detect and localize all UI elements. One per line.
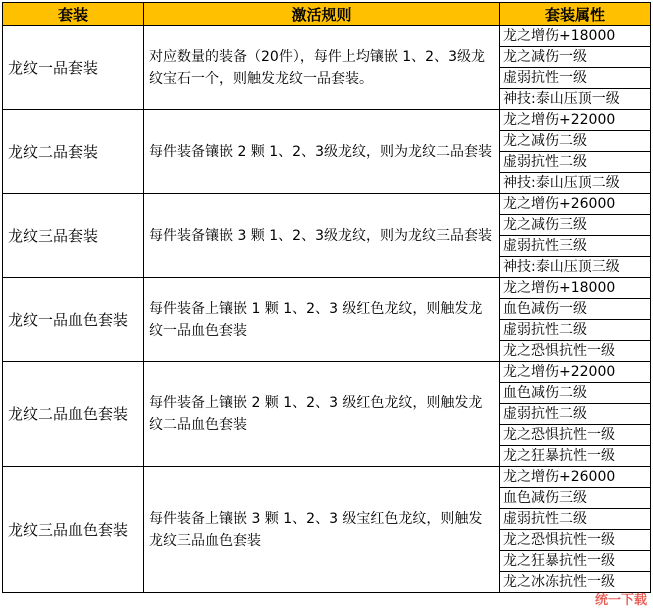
attr-cell: 龙之减伤三级 [500, 215, 651, 236]
attr-cell: 虚弱抗性二级 [500, 320, 651, 341]
attr-cell: 龙之增伤+22000 [500, 110, 651, 131]
table-row [3, 194, 651, 215]
attr-cell: 虚弱抗性二级 [500, 404, 651, 425]
set-bonus-table [2, 2, 651, 593]
table-row [3, 110, 651, 131]
attr-cell: 龙之增伤+18000 [500, 26, 651, 47]
attr-cell: 虚弱抗性二级 [500, 152, 651, 173]
set-name-cell: 龙纹二品套装 [3, 110, 144, 194]
site-watermark: 统一下载 [594, 593, 647, 608]
rule-cell: 每件装备镶嵌 3 颗 1、2、3级龙纹，则为龙纹三品套装 [144, 194, 500, 278]
attr-cell: 虚弱抗性三级 [500, 236, 651, 257]
set-name-cell: 龙纹二品血色套装 [3, 362, 144, 467]
attr-cell: 神技:泰山压顶二级 [500, 173, 651, 194]
table-row [3, 362, 651, 383]
header-attr: 套装属性 [500, 3, 651, 26]
rule-cell: 每件装备上镶嵌 1 颗 1、2、3 级红色龙纹，则触发龙纹一品血色套装 [144, 278, 500, 362]
attr-cell: 神技:泰山压顶一级 [500, 89, 651, 110]
attr-cell: 虚弱抗性二级 [500, 509, 651, 530]
header-rule: 激活规则 [144, 3, 500, 26]
attr-cell: 龙之减伤一级 [500, 47, 651, 68]
attr-cell: 血色减伤三级 [500, 488, 651, 509]
rule-cell: 每件装备上镶嵌 3 颗 1、2、3 级宝红色龙纹，则触发龙纹三品血色套装 [144, 467, 500, 593]
attr-cell: 血色减伤二级 [500, 383, 651, 404]
attr-cell: 龙之增伤+26000 [500, 194, 651, 215]
rule-cell: 每件装备上镶嵌 2 颗 1、2、3 级红色龙纹，则触发龙纹二品血色套装 [144, 362, 500, 467]
attr-cell: 龙之恐惧抗性一级 [500, 341, 651, 362]
table-row [3, 278, 651, 299]
set-name-cell: 龙纹三品血色套装 [3, 467, 144, 593]
set-name-cell: 龙纹三品套装 [3, 194, 144, 278]
attr-cell: 血色减伤一级 [500, 299, 651, 320]
attr-cell: 龙之冰冻抗性一级 [500, 572, 651, 593]
attr-cell: 龙之增伤+18000 [500, 278, 651, 299]
table-row [3, 467, 651, 488]
attr-cell: 龙之增伤+22000 [500, 362, 651, 383]
attr-cell: 神技:泰山压顶三级 [500, 257, 651, 278]
rule-cell: 对应数量的装备（20件），每件上均镶嵌 1、2、3级龙纹宝石一个，则触发龙纹一品套装。 [144, 26, 500, 110]
set-name-cell: 龙纹一品套装 [3, 26, 144, 110]
attr-cell: 龙之恐惧抗性一级 [500, 530, 651, 551]
table-header-row [3, 3, 651, 26]
attr-cell: 龙之减伤二级 [500, 131, 651, 152]
attr-cell: 虚弱抗性一级 [500, 68, 651, 89]
table-row [3, 26, 651, 47]
set-table-wrapper [2, 2, 651, 593]
attr-cell: 龙之增伤+26000 [500, 467, 651, 488]
attr-cell: 龙之恐惧抗性一级 [500, 425, 651, 446]
set-name-cell: 龙纹一品血色套装 [3, 278, 144, 362]
header-set: 套装 [3, 3, 144, 26]
attr-cell: 龙之狂暴抗性一级 [500, 551, 651, 572]
rule-cell: 每件装备镶嵌 2 颗 1、2、3级龙纹，则为龙纹二品套装 [144, 110, 500, 194]
attr-cell: 龙之狂暴抗性一级 [500, 446, 651, 467]
table-body [3, 26, 651, 593]
